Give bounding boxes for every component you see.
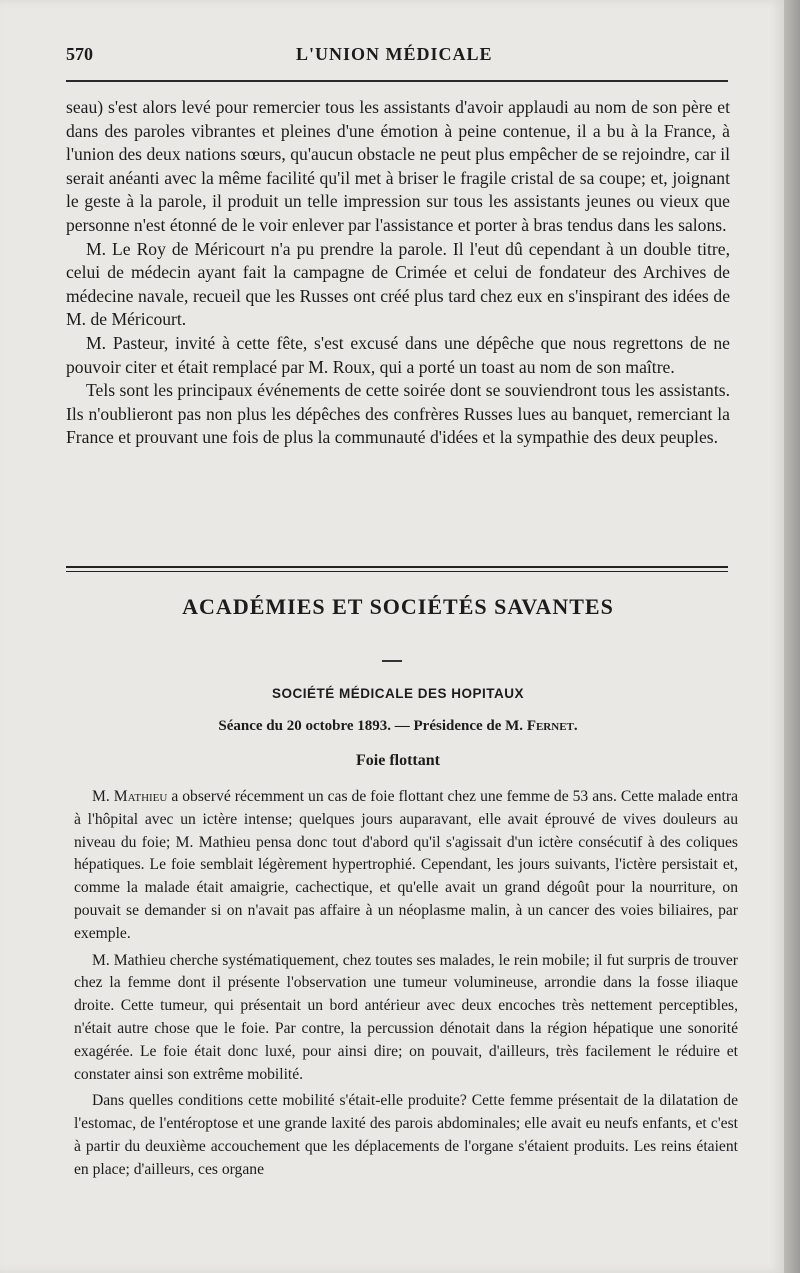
paragraph: M. Pasteur, invité à cette fête, s'est excusé dans une dépêche que nous regrettons de ne pouvoir citer et était remplacé par M. Roux, qui a porté un toast au nom de son maître. bbox=[66, 332, 730, 377]
paragraph: Dans quelles conditions cette mobilité s'était-elle produite? Cette femme présentait de la dilatation de l'estomac, de l'entéroptose et une grande laxité des parois abdominales; elle avait eu neufs enfants, et c'est à partir du deuxième accouchement que les déplacements de l'organe s'étaient produits. Les reins étaient en place; d'ailleurs, ces organe bbox=[74, 1092, 738, 1178]
session-line bbox=[66, 718, 730, 735]
section-title: ACADÉMIES ET SOCIÉTÉS SAVANTES bbox=[182, 594, 614, 619]
author-name: M. Mathieu bbox=[92, 788, 168, 805]
section-divider bbox=[66, 566, 728, 572]
session-suffix: . bbox=[573, 718, 578, 734]
header-rule bbox=[66, 80, 728, 82]
paragraph: Tels sont les principaux événements de cette soirée dont se souviendront tous les assistants. Ils n'oublieront pas non plus les dépêches des confrères Russes lues au banquet, remerciant la France et prouvant une fois de plus la communauté d'idées et la sympathie des deux peuples. bbox=[66, 380, 730, 448]
running-header bbox=[66, 44, 726, 74]
paragraph: M. Mathieu cherche systématiquement, chez toutes ses malades, le rein mobile; il fut surpris de trouver chez la femme dont il présente l'observation une tumeur volumineuse, arrondie dans la fosse iliaque droite. Cette tumeur, qui présentait un bord antérieur avec deux encoches très nettement perceptibles, n'était autre chose que le foie. Par contre, la percussion dénotait dans la région hépatique une sonorité exagérée. Le foie était donc luxé, pour ainsi dire; on pouvait, d'ailleurs, très facilement le réduire et constater ainsi son extrême mobilité. bbox=[74, 951, 738, 1083]
title-dash bbox=[382, 660, 402, 662]
paragraph-text: a observé récemment un cas de foie flottant chez une femme de 53 ans. Cette malade entra à l'hôpital avec un ictère intense; quelques jours auparavant, elle avait éprouvé de vives douleurs au niveau du foie; M. Mathieu pensa donc tout d'abord qu'il s'agissait d'un ictère consécutif à des coliques hépatiques. Le foie semblait légèrement hypertrophié. Cependant, les jours suivants, l'ictère persistait et, comme la malade était amaigrie, cachectique, et qu'elle avait un grand dégoût pour la nourriture, on pouvait se demander si on n'avait pas affaire à un néoplasme malin, à un cancer des voies biliaires, par exemple. bbox=[74, 788, 738, 942]
paragraph: M. Le Roy de Méricourt n'a pu prendre la parole. Il l'eut dû cependant à un double titre, celui de médecin ayant fait la campagne de Crimée et celui de fondateur des Archives de médecine navale, recueil que les Russes ont créé plus tard chez eux en s'inspirant des idées de M. de Méricourt. bbox=[66, 238, 730, 330]
intro-text bbox=[66, 96, 730, 450]
article-body bbox=[74, 786, 738, 1186]
session-prefix: Séance du 20 octobre 1893. — Présidence de M. bbox=[218, 718, 527, 734]
paragraph bbox=[74, 786, 738, 946]
article-title: Foie flottant bbox=[356, 752, 440, 769]
society-title: SOCIÉTÉ MÉDICALE DES HOPITAUX bbox=[271, 686, 525, 701]
president-name: Fernet bbox=[526, 718, 574, 734]
paragraph: seau) s'est alors levé pour remercier tous les assistants d'avoir applaudi au nom de son père et dans des paroles vibrantes et pleines d'une émotion à peine contenue, il a bu à la France, à l'union des deux nations sœurs, qu'aucun obstacle ne peut plus empêcher de se rejoindre, car il serait anéanti avec la même facilité qu'il met à briser le fragile cristal de sa coupe; et, joignant le geste à la parole, il produit un telle impression sur tous les assistants jeunes ou vieux que personne n'est étonné de le voir enlever par l'assistance et porter à bras tendus dans les salons. bbox=[66, 97, 730, 235]
journal-title: L'UNION MÉDICALE bbox=[296, 44, 493, 64]
page-number: 570 bbox=[66, 44, 93, 64]
